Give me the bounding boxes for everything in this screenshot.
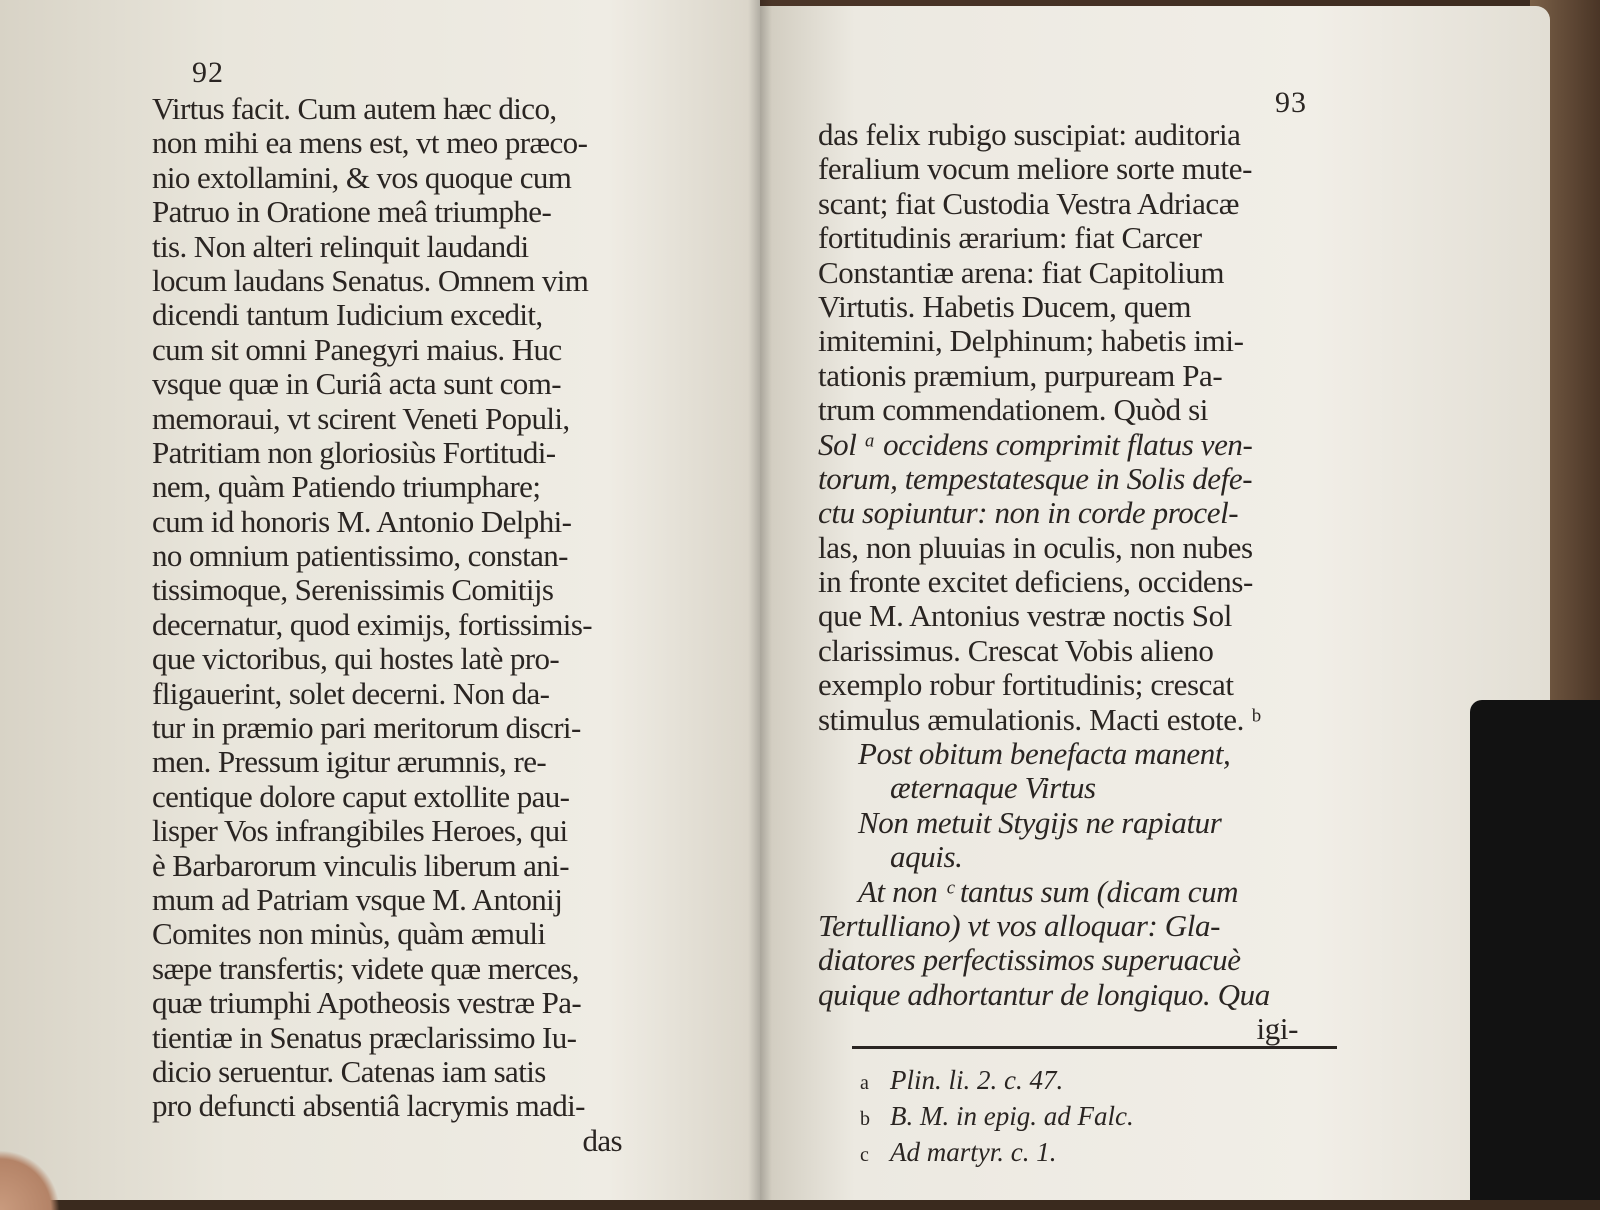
text-line: decernatur, quod eximijs, fortissimis- — [152, 606, 593, 642]
text-line: aquis. — [890, 839, 963, 875]
text-line: scant; fiat Custodia Vestra Adriacæ — [818, 185, 1240, 221]
left-page-text — [152, 92, 692, 1158]
text-line: Comites non minùs, quàm æmuli — [152, 916, 546, 952]
text-line: quæ triumphi Apotheosis vestræ Pa- — [152, 985, 582, 1021]
footnote-mark: b — [860, 1108, 870, 1130]
text-line: Non metuit Stygijs ne rapiatur — [858, 804, 1222, 840]
text-line: cum id honoris M. Antonio Delphi- — [152, 503, 572, 539]
text-line: tientiæ in Senatus præclarissimo Iu- — [152, 1019, 577, 1055]
text-line: tationis præmium, purpuream Pa- — [818, 357, 1223, 393]
text-line: mum ad Patriam vsque M. Antonij — [152, 881, 563, 917]
text-line: tis. Non alteri relinquit laudandi — [152, 228, 529, 264]
text-line: Sol ᵃ occidens comprimit flatus ven- — [818, 426, 1253, 462]
footnote-text: Plin. li. 2. c. 47. — [890, 1065, 1064, 1095]
text-line: Patruo in Oratione meâ triumphe- — [152, 194, 552, 230]
text-line: è Barbarorum vinculis liberum ani- — [152, 847, 569, 883]
text-line: At non ᶜ tantus sum (dicam cum — [858, 873, 1239, 909]
text-line: fortitudinis ærarium: fiat Carcer — [818, 220, 1202, 256]
text-line: pro defuncti absentiâ lacrymis madi- — [152, 1088, 585, 1124]
footnote — [860, 1134, 1134, 1170]
footnotes — [860, 1062, 1134, 1170]
right-page-number: 93 — [1275, 86, 1307, 119]
text-line: lisper Vos infrangibiles Heroes, qui — [152, 813, 568, 849]
text-line: Constantiæ arena: fiat Capitolium — [818, 254, 1225, 290]
text-line: stimulus æmulationis. Macti estote. ᵇ — [818, 701, 1261, 737]
text-line: Patritiam non gloriosiùs Fortitudi- — [152, 434, 556, 470]
text-line: exemplo robur fortitudinis; crescat — [818, 667, 1234, 703]
text-line: ctu sopiuntur: non in corde procel- — [818, 495, 1239, 531]
left-page — [0, 0, 760, 1200]
text-line: torum, tempestatesque in Solis defe- — [818, 460, 1253, 496]
right-page-text — [818, 118, 1338, 1047]
text-line: feralium vocum meliore sorte mute- — [818, 151, 1253, 187]
text-line: sæpe transfertis; videte quæ merces, — [152, 950, 579, 986]
book-gutter — [748, 0, 772, 1200]
text-line: das felix rubigo suscipiat: auditoria — [818, 117, 1241, 152]
text-line: tur in præmio pari meritorum discri- — [152, 710, 581, 746]
text-line: memoraui, vt scirent Veneti Populi, — [152, 400, 570, 436]
text-line: vsque quæ in Curiâ acta sunt com- — [152, 366, 561, 402]
footnote-text: B. M. in epig. ad Falc. — [890, 1101, 1134, 1131]
text-line: Virtus facit. Cum autem hæc dico, — [152, 91, 557, 126]
text-line: nio extollamini, & vos quoque cum — [152, 159, 572, 195]
text-line: cum sit omni Panegyri maius. Huc — [152, 331, 562, 367]
footnote-mark: c — [860, 1144, 869, 1166]
footnote — [860, 1062, 1134, 1098]
text-line: clarissimus. Crescat Vobis alieno — [818, 632, 1214, 668]
text-line: Tertulliano) vt vos alloquar: Gla- — [818, 907, 1221, 943]
text-line: las, non pluuias in oculis, non nubes — [818, 529, 1253, 565]
text-line: men. Pressum igitur ærumnis, re- — [152, 744, 547, 780]
text-line: que M. Antonius vestræ noctis Sol — [818, 598, 1232, 634]
text-line: nem, quàm Patiendo triumphare; — [152, 469, 541, 505]
text-line: Virtutis. Habetis Ducem, quem — [818, 288, 1192, 324]
text-line: igi- — [1256, 1011, 1298, 1047]
text-line: no omnium patientissimo, constan- — [152, 538, 568, 574]
right-page — [760, 6, 1550, 1200]
text-line: non mihi ea mens est, vt meo præco- — [152, 125, 588, 161]
dark-object — [1470, 700, 1600, 1200]
text-line: quique adhortantur de longiquo. Qua — [818, 976, 1270, 1012]
finger — [0, 1150, 60, 1210]
footnote — [860, 1098, 1134, 1134]
text-line: æternaque Virtus — [890, 770, 1096, 806]
text-line: in fronte excitet deficiens, occidens- — [818, 564, 1253, 600]
left-page-number: 92 — [192, 56, 224, 89]
footnote-text: Ad martyr. c. 1. — [890, 1137, 1057, 1167]
text-line: que victoribus, qui hostes latè pro- — [152, 641, 560, 677]
text-line: locum laudans Senatus. Omnem vim — [152, 262, 589, 298]
footnote-mark: a — [860, 1072, 869, 1094]
text-line: centique dolore caput extollite pau- — [152, 778, 570, 814]
text-line: dicendi tantum Iudicium excedit, — [152, 297, 543, 333]
text-line: diatores perfectissimos superuacuè — [818, 942, 1241, 978]
text-line: das — [582, 1122, 622, 1158]
text-line: tissimoque, Serenissimis Comitijs — [152, 572, 554, 608]
text-line: trum commendationem. Quòd si — [818, 392, 1209, 428]
text-line: dicio seruentur. Catenas iam satis — [152, 1053, 546, 1089]
footnote-rule — [852, 1046, 1337, 1049]
text-line: fligauerint, solet decerni. Non da- — [152, 675, 550, 711]
text-line: Post obitum benefacta manent, — [858, 736, 1231, 772]
text-line: imitemini, Delphinum; habetis imi- — [818, 323, 1244, 359]
